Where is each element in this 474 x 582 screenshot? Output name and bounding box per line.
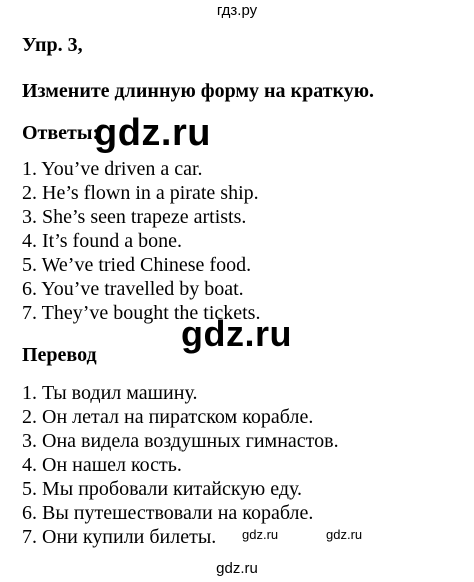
- answers-label: Ответы:: [22, 122, 100, 144]
- answer-item: 1. You’ve driven a car.: [22, 158, 203, 180]
- translation-item: 7. Они купили билеты.: [22, 526, 217, 548]
- answer-item: 5. We’ve tried Chinese food.: [22, 254, 252, 276]
- translation-item: 3. Она видела воздушных гимнастов.: [22, 430, 339, 452]
- answer-item: 2. He’s flown in a pirate ship.: [22, 182, 259, 204]
- watermark-small-2: gdz.ru: [326, 527, 363, 542]
- header-site-name: гдз.ру: [216, 2, 258, 19]
- exercise-title: Упр. 3,: [22, 34, 83, 56]
- translation-list: [22, 381, 339, 549]
- watermark-small-1: gdz.ru: [242, 527, 279, 542]
- answer-item: 7. They’ve bought the tickets.: [22, 302, 261, 324]
- watermark-large: gdz.ru: [94, 112, 211, 154]
- translation-item: 6. Вы путешествовали на корабле.: [22, 502, 314, 524]
- watermark-middle: gdz.ru: [181, 313, 292, 354]
- answer-item: 3. She’s seen trapeze artists.: [22, 206, 247, 228]
- translation-item: 2. Он летал на пиратском корабле.: [22, 406, 314, 428]
- translation-item: 4. Он нашел кость.: [22, 454, 182, 476]
- translation-item: 1. Ты водил машину.: [22, 382, 198, 404]
- translation-item: 5. Мы пробовали китайскую еду.: [22, 478, 303, 500]
- answers-list: [22, 157, 260, 325]
- translation-label: Перевод: [22, 344, 97, 366]
- footer-site-name: gdz.ru: [216, 560, 258, 577]
- answer-item: 4. It’s found a bone.: [22, 230, 182, 252]
- answer-item: 6. You’ve travelled by boat.: [22, 278, 244, 300]
- task-instruction: Измените длинную форму на краткую.: [22, 80, 375, 102]
